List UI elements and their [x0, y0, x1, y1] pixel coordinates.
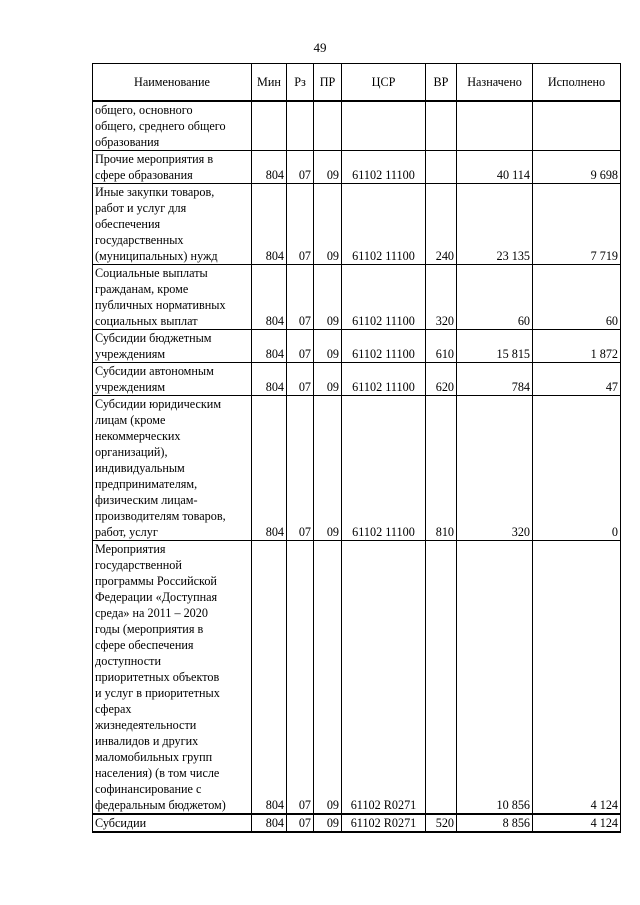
cell-min: 804 — [252, 363, 287, 396]
table-row — [93, 184, 621, 265]
column-header-pr: ПР — [314, 64, 342, 102]
cell-rz: 07 — [287, 330, 314, 363]
column-header-assigned: Назначено — [457, 64, 533, 102]
cell-csr: 61102 11100 — [342, 330, 426, 363]
cell-min: 804 — [252, 184, 287, 265]
table-header-row — [93, 64, 621, 102]
cell-name: Субсидии юридическим лицам (кроме некоммерческих организаций), индивидуальным предпринимателям, физическим лицам- производителям товаров, работ, услуг — [93, 396, 252, 541]
cell-vr — [426, 151, 457, 184]
cell-executed: 4 124 — [533, 814, 621, 832]
cell-pr: 09 — [314, 541, 342, 815]
cell-executed: 47 — [533, 363, 621, 396]
cell-vr — [426, 541, 457, 815]
cell-csr: 61102 11100 — [342, 265, 426, 330]
cell-vr: 610 — [426, 330, 457, 363]
cell-vr: 520 — [426, 814, 457, 832]
cell-pr — [314, 101, 342, 151]
cell-csr: 61102 11100 — [342, 184, 426, 265]
cell-name: Субсидии автономным учреждениям — [93, 363, 252, 396]
table-row — [93, 541, 621, 815]
cell-min: 804 — [252, 814, 287, 832]
cell-executed: 0 — [533, 396, 621, 541]
table-row — [93, 330, 621, 363]
cell-assigned: 10 856 — [457, 541, 533, 815]
cell-name: Субсидии бюджетным учреждениям — [93, 330, 252, 363]
cell-assigned: 8 856 — [457, 814, 533, 832]
table-row — [93, 363, 621, 396]
cell-csr: 61102 R0271 — [342, 541, 426, 815]
cell-rz: 07 — [287, 184, 314, 265]
page-number: 49 — [313, 40, 327, 55]
cell-csr: 61102 11100 — [342, 396, 426, 541]
cell-assigned — [457, 101, 533, 151]
cell-vr: 320 — [426, 265, 457, 330]
table-row — [93, 814, 621, 832]
cell-pr: 09 — [314, 330, 342, 363]
cell-assigned: 320 — [457, 396, 533, 541]
cell-assigned: 784 — [457, 363, 533, 396]
cell-rz: 07 — [287, 363, 314, 396]
cell-pr: 09 — [314, 265, 342, 330]
cell-pr: 09 — [314, 151, 342, 184]
column-header-min: Мин — [252, 64, 287, 102]
cell-rz: 07 — [287, 814, 314, 832]
cell-name: Субсидии — [93, 814, 252, 832]
cell-rz: 07 — [287, 151, 314, 184]
cell-rz: 07 — [287, 265, 314, 330]
cell-min: 804 — [252, 396, 287, 541]
cell-rz: 07 — [287, 541, 314, 815]
cell-pr: 09 — [314, 396, 342, 541]
cell-assigned: 23 135 — [457, 184, 533, 265]
budget-table — [92, 63, 621, 833]
cell-vr: 810 — [426, 396, 457, 541]
cell-name: Мероприятия государственной программы Российской Федерации «Доступная среда» на 2011 – 2020 годы (мероприятия в сфере обеспечения доступности приоритетных объектов и услуг в приоритетных сферах жизнедеятельности инвалидов и других маломобильных групп населения) (в том числе софинансирование с федеральным бюджетом) — [93, 541, 252, 815]
cell-min: 804 — [252, 265, 287, 330]
cell-csr: 61102 R0271 — [342, 814, 426, 832]
cell-csr — [342, 101, 426, 151]
column-header-csr: ЦСР — [342, 64, 426, 102]
cell-assigned: 40 114 — [457, 151, 533, 184]
table-row — [93, 151, 621, 184]
cell-executed: 9 698 — [533, 151, 621, 184]
cell-vr — [426, 101, 457, 151]
cell-assigned: 15 815 — [457, 330, 533, 363]
cell-pr: 09 — [314, 363, 342, 396]
cell-pr: 09 — [314, 814, 342, 832]
column-header-rz: Рз — [287, 64, 314, 102]
cell-name: Иные закупки товаров, работ и услуг для обеспечения государственных (муниципальных) нужд — [93, 184, 252, 265]
cell-name: Социальные выплаты гражданам, кроме публичных нормативных социальных выплат — [93, 265, 252, 330]
cell-rz — [287, 101, 314, 151]
cell-executed: 7 719 — [533, 184, 621, 265]
cell-vr: 620 — [426, 363, 457, 396]
cell-name: общего, основного общего, среднего общего образования — [93, 101, 252, 151]
cell-pr: 09 — [314, 184, 342, 265]
cell-executed: 60 — [533, 265, 621, 330]
cell-csr: 61102 11100 — [342, 363, 426, 396]
cell-executed: 4 124 — [533, 541, 621, 815]
column-header-vr: ВР — [426, 64, 457, 102]
table-row — [93, 101, 621, 151]
cell-min: 804 — [252, 151, 287, 184]
cell-min: 804 — [252, 330, 287, 363]
table-row — [93, 396, 621, 541]
cell-executed — [533, 101, 621, 151]
cell-vr: 240 — [426, 184, 457, 265]
cell-csr: 61102 11100 — [342, 151, 426, 184]
cell-assigned: 60 — [457, 265, 533, 330]
cell-name: Прочие мероприятия в сфере образования — [93, 151, 252, 184]
cell-min: 804 — [252, 541, 287, 815]
column-header-executed: Исполнено — [533, 64, 621, 102]
cell-rz: 07 — [287, 396, 314, 541]
column-header-name: Наименование — [93, 64, 252, 102]
table-row — [93, 265, 621, 330]
cell-min — [252, 101, 287, 151]
cell-executed: 1 872 — [533, 330, 621, 363]
